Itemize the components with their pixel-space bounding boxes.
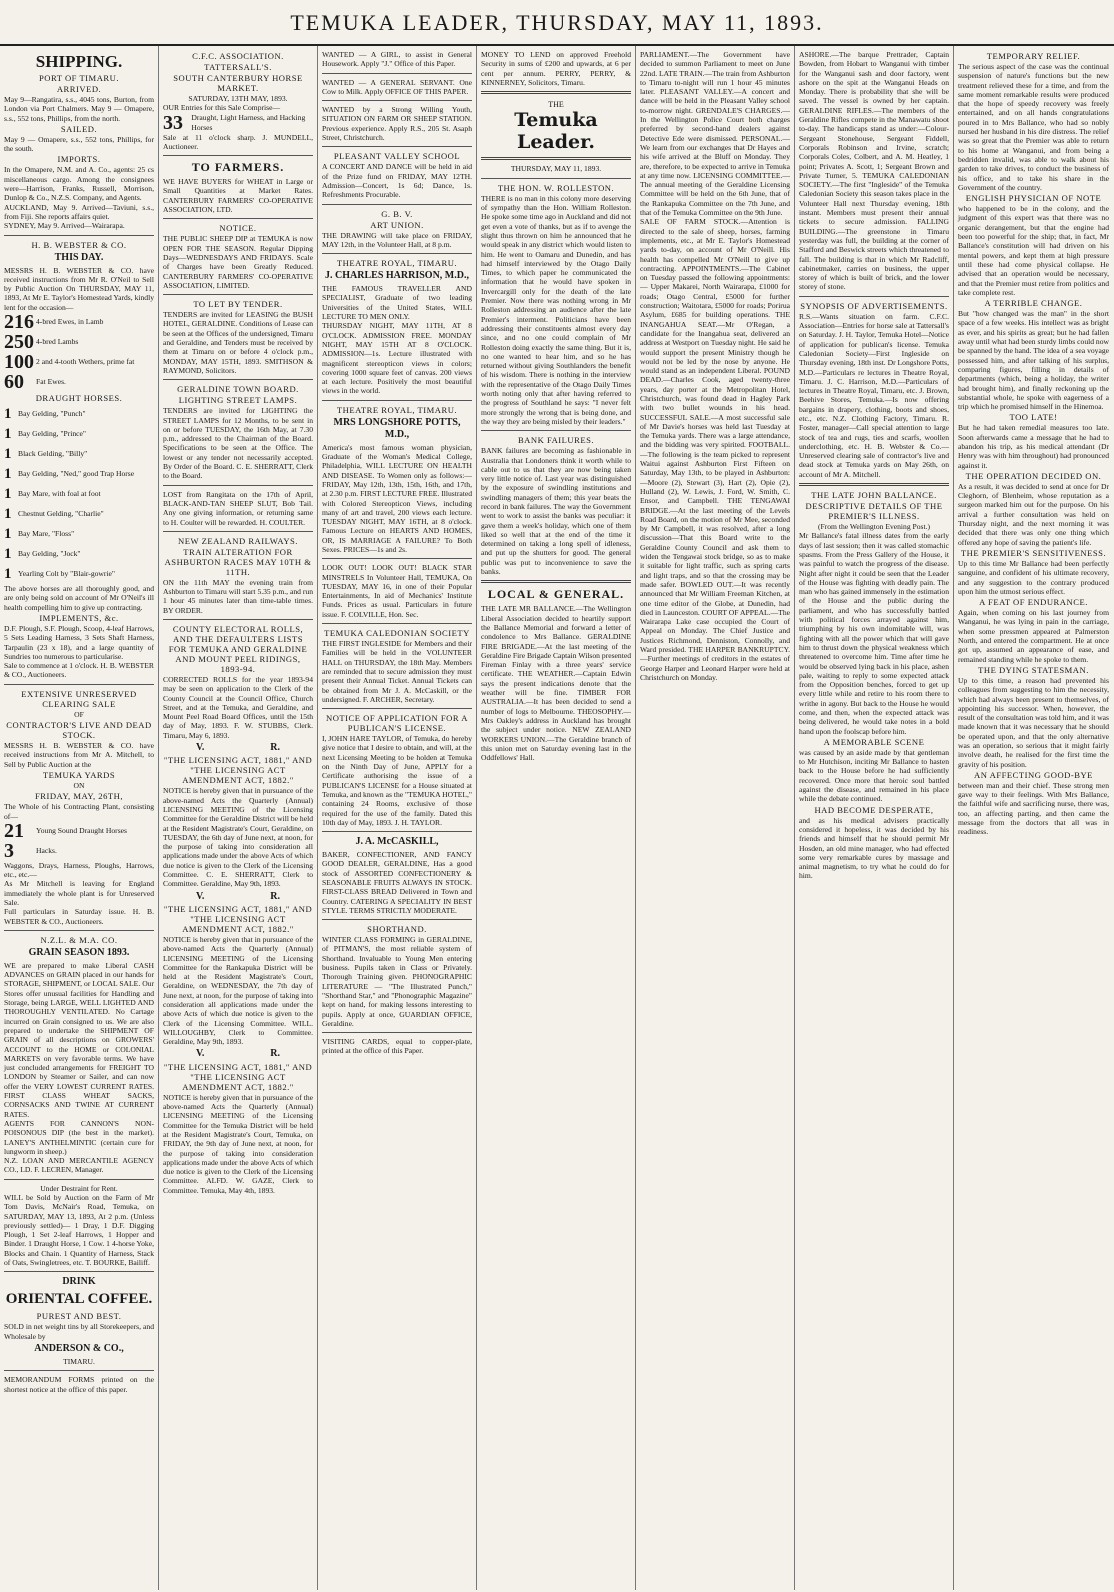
auckland-text: AUCKLAND, May 9. Arrived—Taviuni, s.s., from Fiji. She reports affairs quiet. [4,202,154,221]
nzloan-text: N.Z. LOAN AND MERCANTILE AGENCY CO., LD. F. LECREN, Manager. [4,1156,154,1175]
licensing-text-1: NOTICE is hereby given that in pursuance of the above-named Acts the Quarterly (Annual) LICENSING MEETING of the Licensing Committee for the Geraldine District will be held at the Resident Magistrate's Court, Geraldine, on TUESDAY, the 6th day of June next, at noon, for the purpose of taking into consideration all applications made under the above Acts of which due notice is given to the Clerk of the Licensing Committee. C. E. SHERRATT, Clerk to Committee. Geraldine, May 9th, 1893. [163,786,313,889]
entries-row: 33 Draught, Light Harness, and Hacking Horses [163,111,306,134]
sch-heading: SOUTH CANTERBURY HORSE MARKET. [173,73,303,93]
anderson-name: ANDERSON & CO., [34,1342,124,1354]
wanted-ad: WANTED by a Strong Willing Youth, SITUATION ON FARM OR SHEEP STATION. Previous experience. Apply R.S., 205 St. Asaph Street, Christchurch. [322,105,472,143]
too-late-heading: TOO LATE! [1009,412,1058,423]
let-text: TENDERS are invited for LEASING the BUSH HOTEL, GERALDINE. Conditions of Lease can be seen at the Offices of the undersigned, Timaru and Geraldine, and Tenders must be received by them at Timaru on or before 4 o'clock p.m., MONDAY, MAY 15TH, 1893. SMITHSON & RAYMOND, Solicitors. [163,310,313,375]
licensing-heading: "THE LICENSING ACT, 1881," AND "THE LICENSING ACT AMENDMENT ACT, 1882." [163,903,313,934]
gbv-heading: G. B. V. [381,208,413,219]
sale11-text: Sale at 11 o'clock sharp. J. MUNDELL, Auctioneer. [163,132,313,151]
bank-heading: BANK FAILURES. [517,435,595,446]
harrison-name: J. CHARLES HARRISON, M.D., [325,270,469,282]
waggons-text: Waggons, Drays, Harness, Ploughs, Harrows, etc., etc.— [4,860,154,880]
tattersall-heading: TATTERSALL'S. [204,62,272,72]
imports-text: In the Omapere, N.M. and A. Co., agents: 25 cs miscellaneous cargo. Among the consignees were—Harrison, Franks, Russell, Morrison, Dunlop & Co., N.Z.S. Company, and Agents. [4,165,154,203]
endurance-text: Again, when coming on his last journey from Wanganui, he was lying in pain in the carriage, when some pressmen appeared at Palmerston North, and entered the compartment. He at once got up, assumed an appearance of ease, and remained standing while he spoke to them. [958,608,1109,664]
masthead-title: TEMUKA LEADER, THURSDAY, MAY 11, 1893. [290,10,824,35]
memo-text: MEMORANDUM FORMS printed on the shortest notice at the office of this paper. [4,1375,154,1394]
affecting-text: between man and their chief. These strong men gave way to their feelings. With Mrs Ballance, the faithful wife and sacrificing nurse, there was, too, an affecting parting, and then came the message from the doctors that all was in readiness. [958,780,1109,837]
vr-royal-cypher: V. R. [195,1048,281,1060]
lot-number: 100 [4,351,34,374]
gtb-heading: GERALDINE TOWN BOARD. [177,384,299,395]
endurance-heading: A FEAT OF ENDURANCE. [979,597,1088,608]
licensing-heading: "THE LICENSING ACT, 1881," AND "THE LICENSING ACT AMENDMENT ACT, 1882." [163,1061,313,1092]
purest-label: PUREST AND BEST. [36,1311,122,1322]
port-heading: PORT OF TIMARU. [39,73,119,83]
desperate-text: and as his medical advisers practically considered it hopeless, it was decided by his friends and himself that he should permit Mr Hosden, an old mine manager, who had effected some very remarkable cures by massage and animal magnetism, to try what he could do for him. [799,815,949,881]
divider [163,379,313,380]
trt-heading: THEATRE ROYAL, TIMARU. [336,258,458,269]
money-text: MONEY TO LEND on approved Freehold Security in sums of £200 and upwards, at 6 per cent per annum. PERRY, PERRY, & KINNERNEY, Solicitors, Timaru. [481,50,631,87]
desperate-heading: HAD BECOME DESPERATE, [814,804,934,815]
divider [4,684,154,685]
horse-item: 1 Chestnut Gelding, "Charlie" [4,506,104,523]
horse-item: 1 Bay Gelding, "Prince" [4,426,86,443]
lookout-text: LOOK OUT! LOOK OUT! BLACK STAR MINSTRELS In Volunteer Hall, TEMUKA, On TUESDAY, MAY 16, in one of their Popular Entertainments, In aid of Mechanics' Institute Funds. Prices as usual. Particulars in future issue. F. COLVILLE, Hon. Sec. [322,563,472,619]
cfc-heading: C.F.C. ASSOCIATION. [192,51,284,61]
vr-royal-cypher: V. R. [195,890,281,902]
sh-text: WINTER CLASS FORMING in GERALDINE, of PITMAN'S, the most reliable system of Shorthand. Invaluable to Young Men entering business. Pupils taken in Class or Privately. Thorough Training given. PHONOGRAPHIC LITERATURE — "The Illustrated Punch," "Shorthand Star," and "Phonographic Magazine" kept on hand, for making lessons interesting to pupils. Apply at once, GUARDIAN OFFICE, Geraldine. [322,935,472,1028]
notice-text: THE PUBLIC SHEEP DIP at TEMUKA is now OPEN FOR THE SEASON. Regular Dipping Days—WEDNESDAYS AND FRIDAYS. Scale of Charges have been Greatly Reduced. CANTERBURY FARMERS' CO-OPERATIVE ASSOCIATION, LIMITED. [163,234,313,290]
lot-row: 21 Young Sound Draught Horses [4,819,127,842]
horse-item: 1 Yearling Colt by "Blair-gowrie" [4,566,116,583]
trt2-heading: THEATRE ROYAL, TIMARU. [336,404,458,415]
lot-text: 4-bred Lambs [36,337,79,347]
horse-item: 1 Bay Mare, with foal at foot [4,486,101,503]
potts-text: America's most famous woman physician, Graduate of the Woman's Medical College, Philadelphia, WILL LECTURE ON HEALTH AND DISEASE. To Women only as follows:— FRIDAY, May 12th, 13th, 15th, 16th, and 17th, at 2.30 p.m. FIRST LECTURE FREE. Illustrated with Colored Stereopticon Views, including many of art and travel, 200 views each lecture. TUESDAY NIGHT, MAY 16TH, at 8 o'clock. Famous Lecture on HEARTS AND HOMES, OR, IS MARRIAGE A FAILURE? To Both Sexes. PRICES—1s and 2s. [322,442,472,554]
divider [4,1271,154,1272]
this-day-text: MESSRS H. B. WEBSTER & CO. have received instructions from Mr R. O'Neil to Sell by Public Auction On THURSDAY, MAY 11, 1893, At Mr E. Taylor's Homestead Yards, kindly lent for the occasion— [4,265,154,312]
local-heading: LOCAL & GENERAL. [487,587,625,602]
divider [322,253,472,254]
pub-heading: NOTICE OF APPLICATION FOR A PUBLICAN'S LICENSE. [326,713,468,734]
divider [322,558,472,559]
divider [163,155,313,156]
grain-text: WE are prepared to make Liberal CASH ADVANCES on GRAIN placed in our hands for STORAGE, SHIPMENT, or LOCAL SALE. Our Stores offer unusual facilities for Handling and Storage, being LARGE, WELL LIGHTED AND THOROUGHLY VENTILATED. No Cartage incurred on Grain consigned to us. We are also prepared to undertake the SHIPMENT OF GRAIN of all descriptions on GROWERS' ACCOUNT to the HOME or COLONIAL MARKETS on very favorable terms. We have just concluded arrangements for FREIGHT TO LONDON by Steamer or Sailer, and can now offer the VERY LOWEST CURRENT RATES. FIRST CLASS WHEAT SACKS, CORNSACKS AND TWINE AT CURRENT RATES. [4,960,154,1119]
tcs-text: THE FIRST INGLESIDE for Members and their Families will be held in the VOLUNTEER HALL on THURSDAY, the 18th May. Members are reminded that to secure admission they must present their Annual Ticket. Annual Tickets can be obtained from Mr J. A. McCaskill, or the undersigned. F. ARCHER, Secretary. [322,639,472,704]
leader-date: THURSDAY, MAY 11, 1893. [510,164,602,174]
divider [322,146,472,147]
licensing-text-2: NOTICE is hereby given that in pursuance of the above-named Acts the Quarterly (Annual) LICENSING MEETING of the Licensing Committee for the Rankapuka District will be held at the Resident Magistrate's Court, Geraldine, on WEDNESDAY, the 7th day of June next, at noon, for the purpose of taking into consideration all applications made under the above Acts of which due notice is given to the Clerk of the Licensing Committee. WILL. WILLOUGHBY, Clerk to Committee. Geraldine, May 9th, 1893. [163,934,313,1047]
relief-text: The serious aspect of the case was the continual suspension of nature's functions but the new treatment relieved these for a time, and from the same moment remarkable results were produced that the hope of speedy recovery was freely entertained, and on all hands congratulations poured in to Mrs Ballance, who had so nobly nursed her husband in his dire distress. The relief was so great that the Premier was able to return to his home at Wanganui, and from being a bedridden invalid, was able to walk about his garden to take drives, to conduct the business of his office, and to take his share in the Government of the country. [958,62,1109,192]
imports-label: IMPORTS. [57,154,101,165]
terrible-text: But "how changed was the man" in the short space of a few weeks. His intellect was as bright as ever, and his spirits as great; but he had fallen away until what had been sturdy limbs could now be spanned by the hand. The idea of a sea voyage possessed him, and after talking of his surplus, comparing figures, filling in details of departments (which, being a holiday, the writer had brought him), and finally reckoning up the substantial whole, he spoke with eagerness of a trip which he promised himself in the Hinemoa. [958,309,1110,412]
nzl-heading: N.Z.L. & M.A. CO. [40,934,118,945]
psv-heading: PLEASANT VALLEY SCHOOL [333,151,461,162]
the-label: THE [548,100,564,110]
harrison-sub: THE FAMOUS TRAVELLER AND SPECIALIST, Graduate of two leading Universities of the United States, WILL LECTURE TO MEN ONLY. [322,284,472,322]
from-label: (From the Wellington Evening Post.) [817,522,931,532]
divider [322,708,472,709]
horse-item: 1 Black Gelding, "Billy" [4,446,88,463]
notice-heading: NOTICE. [219,223,257,234]
divider [163,294,313,295]
divider [322,919,472,920]
news-text: ASHORE.—The barque Prettrader, Captain Bowden, from Hobart to Wanganui with timber for the Wanganui sash and door factory, went ashore on the spit at the Wanganui Heads on Monday. There is probability that she will be saved. The vessel is owned by her captain. GERALDINE RIFLES.—The members of the Geraldine Rifles compete in the Manawatu shoot to-day. The handicaps stand as under:—Colour-Sergeant Stonehouse, Sergeant Fiddell, Corporals Robinson and Irvine, scratch; Corporals Coles, Colbert, and A. M. Heatley, 1 point; Privates A. Scott, 1; Sergeant Brown and Private Turner, 5. TEMUKA CALEDONIAN SOCIETY.—The first "Ingleside" of the Temuka Caledonian Society this season takes place in the Volunteer Hall next Thursday evening, 18th instant. Members must present their annual tickets to secure admission. FALLING BUILDING.—The greenstone in Timaru yesterday was full, the building at the corner of Stafford and Beswick streets which threatened to fall. The building is that in which Mr Radcliff, cabinetmaker, carries on business, the upper storey of which is built of brick, and the lower storey of stone. [799,50,949,292]
entries-text: OUR Entries for this Sale Comprise— [163,103,281,113]
horse-item: 1 Bay Gelding, "Punch" [4,406,86,423]
train-heading: TRAIN ALTERATION FOR ASHBURTON RACES MAY 10TH & 11TH. [164,546,312,577]
column-5 [636,46,795,1590]
lost-text: LOST from Rangitata on the 17th of April, BLACK-AND-TAN SHEEP SLUT, Bob Tail. Any one giving information, or returning same to H. Coulter will be rewarded. H. COULTER. [163,489,313,527]
divider [163,531,313,532]
ext-heading: EXTENSIVE UNRESERVED CLEARING SALE [21,688,137,709]
ext-text: MESSRS H. B. WEBSTER & CO. have received instructions from Mr A. Mitchell, to Sell by Public Auction at the [4,741,154,769]
wanted-ad: WANTED — A GIRL, to assist in General Housework. Apply "J." Office of this Paper. [322,50,472,69]
leader-title: Temuka Leader. [514,109,598,154]
potts-name: MRS LONGSHORE POTTS, M.D., [333,416,461,440]
too-late-text: But he had taken remedial measures too late. Soon afterwards came a message that he had to abandon his trip, as his medical attendant (Dr Henry was with him throughout) had pronounced against it. [958,423,1109,470]
horse-item: 1 Bay Gelding, "Ned," good Trap Horse [4,466,135,483]
psv-text: A CONCERT AND DANCE will be held in aid of the Prize fund on FRIDAY, MAY 12TH. Admission—Concert, 1s 6d; Dance, 1s. Refreshments Procurable. [322,162,472,200]
sydney-text: SYDNEY, May 9. Arrived—Wairarapa. [4,221,125,231]
news-text: SALE OF FARM STOCK.—Attention is directed to the sale of sheep, horses, farming implements, etc., at Mr E. Taylor's Homestead yards to-day, on account of Mr O'Neill. His health has compelled Mr O'Neill to give up contracting. APPOINTMENTS.—The Cabinet on Tuesday passed the following appointments:— Upper Makarei, North Wairarapa, £1000 for roads; Otago Central, £5000 for further construction; Waitotara, £5000 for roads; Porirua Asylum, £685 for building operations. THE INANGAHUA SEAT.—Mr O'Regan, a candidate for the Inangahua seat, delivered an address at Westport on Tuesday night. He said he would support the present Ministry though he would not be led by the nose by anyone. He would stand as an independent Liberal. POUND DEAD.—Charles Cook, aged twenty-three years, day porter at the Metropolitan Hotel, Christchurch, was found dead in Hagley Park with two bullet wounds in his head. SUCCESSFUL SALE.—A most successful sale of Mr Davie's horses was held last Tuesday at the Temuka yards. There was a large attendance, and the bidding was very spirited. FOOTBALL.—The following is the team picked to represent Waitui against Ashburton First Fifteen on Saturday, May 13th, to be played in Ashburton:—Moore (2), Stewart (3), Hart (2), Opie (2), Hulland (2), W. Lewis, J. Ford, W. Smith, C. Ensor, and Campbell. THE TENGAWAI BRIDGE.—At the last meeting of the Levels Road Board, on the motion of Mr Mee, seconded by Mr Campbell, it was resolved, after a long discussion—That this Board write to the Geraldine County Council and ask them to widen the Tengawai stock bridge, so as to make it suitable for light traffic, such as spring carts and light traps, and so that the crossing may be made safer. BOWLED OUT.—It was recently announced that Mr William Freeman Kitchen, at one time editor of the Globe, at Dunedin, had died in Launceston. COURT OF APPEAL.—The Wairarapa Lake case occupied the Court of Appeal on Monday. The Chief Justice and Justices Richmond, Denniston, Connolly, and Ward presided. THE HARPER BANKRUPTCY.—Further meetings of creditors in the estates of George Harper and Leonard Harper were held at Christchurch on Monday. [640,217,790,682]
divider [322,831,472,832]
divider [799,296,949,297]
column-2 [159,46,318,1590]
grain-heading: GRAIN SEASON 1893. [28,946,130,958]
art-text: THE DRAWING will take place on FRIDAY, MAY 12th, in the Volunteer Hall, at 8 p.m. [322,230,472,249]
decided-heading: THE OPERATION DECIDED ON. [965,470,1102,481]
lot-row [4,372,154,392]
sailed-label: SAILED. [60,123,98,134]
horses-note: The above horses are all thoroughly good, and are only being sold on account of Mr O'Neil's ill health compelling him to give up contracting. [4,584,154,612]
implements-heading: IMPLEMENTS, &c. [39,612,119,623]
lot-text: 2 and 4-tooth Wethers, prime fat [36,357,135,367]
divider [4,1179,154,1180]
sailed-text: May 9 — Omapere, s.s., 552 tons, Phillips, for the south. [4,134,154,154]
arrived-label: ARRIVED. [56,84,102,94]
ballance-heading: THE LATE JOHN BALLANCE. [811,490,937,501]
harrison-text: THURSDAY NIGHT, MAY 11TH, AT 8 O'CLOCK. ADMISSION FREE. MONDAY NIGHT, MAY 15TH AT 8 O'CLOCK. ADMISSION—1s. Lecture illustrated with magnificent stereopticon views in colors; covering 1000 square feet of canvas. 200 views at each lecture. Positively the most beautiful views in the world. [322,321,472,396]
licensing-text-3: NOTICE is hereby given that in pursuance of the above-named Acts the Quarterly (Annual) LICENSING MEETING of the Licensing Committee for the Temuka District will be held at the Resident Magistrate's Court, Temuka, on FRIDAY, the 9th day of June next, at noon, for the purpose of taking into consideration applications made under the above Acts of which due notice is given to the Clerk of the Licensing Committee. ALFD. W. GAZE, Clerk to Committee. Temuka, May 4th, 1893. [163,1092,313,1195]
divider [799,483,949,486]
shipping-heading: SHIPPING. [35,52,123,71]
memorable-text: was caused by an aside made by that gentleman to Mr Hutchison, inciting Mr Ballance to hasten back to the House before he had sufficiently recovered. Once more that heroic soul battled against the disease, and remained in his place while the debate continued. [799,747,949,804]
hon-text: THERE is no man in this colony more deserving of sympathy than the Hon. William Rolleston. He spoke some time ago in Auckland and did not get even a vote of thanks, but as if to avenge the slight thus thrown on him he announced that he would speak in any district which would listen to him. He went to Oamaru and Dunedin, and has had himself interviewed by the Otago Daily Times, to which paper he communicated the information that he would have spoken in Invercargill only for the death of the late Premier. Now there was nothing wrong in Mr Rolleston addressing an audience after the late Premier's interment. Politicians have been addressing their constituents almost every day since, and no one could complain of Mr Rolleston doing exactly the same thing. But it is, no one wanted to hear him, and so he has returned without giving Southlanders the benefit of his wisdom. There is nothing in the interview with the representative of the Otago Daily Times worth noting only that after having referred to the progress of Southland he says: "I never felt more strongly the wrong that is being done, and the way they are being misled by their leaders." [481,193,631,426]
divider [322,623,472,624]
dying-text: Up to this time, a reason had prevented his colleagues from suggesting to him the necessity, which had always been present to themselves, of appointing his successor. When, however, the result of the consultation was told him, and it was made known that it was necessary that he should be operated upon, and that the only alternative was an operation, so serious that it might fairly involve death, he realised for the first time the gravity of his position. [958,675,1110,769]
divider [481,178,631,179]
relief-heading: TEMPORARY RELIEF. [986,51,1081,61]
divider [4,235,154,236]
divider [322,1032,472,1033]
lot-row [4,312,154,332]
ce-heading: COUNTY ELECTORAL ROLLS, AND THE DEFAULTERS LISTS FOR TEMUKA AND GERALDINE AND MOUNT PEEL RIDINGS, 1893-94. [168,623,308,674]
mcc-text: BAKER, CONFECTIONER, AND FANCY GOOD DEALER, GERALDINE, Has a good stock of ASSORTED CONFECTIONERY & SEASONABLE FRUITS ALWAYS IN STOCK. FIRST-CLASS BREAD Delivered in Town and Country. CATERING A SPECIALITY IN BEST STYLE. TERMS STRICTLY MODERATE. [322,850,472,915]
vr-royal-cypher: V. R. [195,742,281,754]
ballance-text: Mr Ballance's fatal illness dates from the early days of last session; then it was called stomachic spasms. From the Press Gallery of the House, it was painful to watch the progress of the disease. Night after night it could be seen that the Leader of the House was fighting with deadly pain. The man who has gained immensely in the estimation of the House and the public during the parliament, and who has successfully battled with political forces arrayed against him, triumphing by his own indomitable will, was fighting with all the power which that will gave him to thrust down the physical weakness which threatened to overcome him. Time after time he would be observed lying back in his place, ashen pale, waiting to reply to some expected attack from the Opposition benches, forced to get up every little while and retire to his room there to writhe in agony. But back to the House he would come, and then, when the expected attack was being delivered, he would take notes in a bold hand upon the foolscap before him. [799,531,949,736]
licensing-heading: "THE LICENSING ACT, 1881," AND "THE LICENSING ACT AMENDMENT ACT, 1882." [163,755,313,786]
lamps-heading: LIGHTING STREET LAMPS. [178,395,298,406]
ext-of: OF [74,709,84,719]
divider [163,619,313,620]
sat-date: SATURDAY, 13TH MAY, 1893. [188,94,288,103]
synopsis-heading: SYNOPSIS OF ADVERTISEMENTS. [800,300,948,311]
lot-text: 4-bred Ewes, in Lamb [36,317,104,327]
lot-row [4,352,154,372]
ext-sub: CONTRACTOR'S LIVE AND DEAD STOCK. [6,720,152,741]
decided-text: As a result, it was decided to send at once for Dr Cleghorn, of Blenheim, whose reputation as a surgeon marked him out for the purpose. On his arrival a further consultation was held on Thursday night, and the next morning it was decided that there was only one thing which offered any hope of saving the patient's life. [958,481,1109,547]
column-4 [477,46,636,1590]
lot-number: 216 [4,311,34,334]
sale-date: FRIDAY, MAY, 26TH, [34,791,124,802]
on-label: ON [73,780,85,790]
local-text: THE LATE MR BALLANCE.—The Wellington Liberal Association decided to heartily support the Ballance Memorial and forward a letter of condolence to Mrs Ballance. GERALDINE FIRE BRIGADE.—At the last meeting of the Geraldine Fire Brigade Captain Wilson presented Fireman Finlay with a three years' service certificate. THE WEATHER.—Captain Edwin says the present indications denote that the weather will be fine. TIMBER FOR AUSTRALIA.—It has been decided to send a number of logs to Melbourne. THEOSOPHY.—Mrs Oakley's address in Auckland has brought the subject under notice. NEW ZEALAND WORKERS UNION.—The Geraldine branch of this union met on Saturday evening last in the Oddfellows' Hall. [481,604,631,763]
hon-heading: THE HON. W. ROLLESTON. [497,182,615,193]
mitchell-text: As Mr Mitchell is leaving for England immediately the whole plant is for Unreserved Sale. [4,879,154,907]
memorable-heading: A MEMORABLE SCENE [823,736,925,747]
affecting-heading: AN AFFECTING GOOD-BYE [974,769,1093,780]
divider [481,580,631,583]
yards: TEMUKA YARDS [42,769,116,780]
lot-number: 250 [4,331,34,354]
tcs-heading: TEMUKA CALEDONIAN SOCIETY [324,628,470,639]
oriental-heading: ORIENTAL COFFEE. [5,1291,153,1308]
lot-text: Fat Ewes. [36,377,66,387]
desc-heading: DESCRIPTIVE DETAILS OF THE PREMIER'S ILLNESS. [805,501,943,522]
lot-row [4,332,154,352]
terrible-heading: A TERRIBLE CHANGE. [984,298,1083,309]
english-text: who happened to be in the colony, and the judgment of this expert was that there was no organic derangement, but that the engine had been too powerful for the ship; that, in fact, Mr Ballance's constitution will had driven on his mental powers, and kept them at high pressure until these had come physical collapse. He advised that an operation would be necessary, and that the Premier must retire from politics and take complete rest. [958,204,1109,297]
bank-text: BANK failures are becoming as fashionable in Australia that Londoners think it worth while to cable out to us that they are now being taken very little notice of. Last year was distinguished by the exposure of swindling institutions and swindling managers of them; this year beats the record in bank failures. The way the Government went to work to assist the banks was peculiar: it gave them a week's holiday, which one of them liked so well that at the end of the time it determined on taking a long spell of idleness, and put up the shutters for good. The general public was put to inconvenience to save the banks. [481,446,631,577]
distraint-heading: Under Destraint for Rent. [40,1183,118,1193]
arrived-text: May 9—Rangatira, s.s., 4045 tons, Burton, from London via Port Chalmers. May 9 — Omapere, s.s., 552 tons, Phillips, from the north. [4,95,154,123]
english-heading: ENGLISH PHYSICIAN OF NOTE [965,193,1102,204]
synopsis-text: R.S.—Wants situation on farm. C.F.C. Association—Entries for horse sale at Tattersall's on Saturday. J. H. Taylor, Temuka Hotel—Notice of application for publican's license. Temuka Caledonian Society—First Ingleside on Thursday evening, 18th inst. Dr Longshore Potts, M.D.—Particulars re lectures in Theatre Royal, Timaru. J. C. Harrison, M.D.—Particulars of lectures in Theatre Royal, Timaru, etc. J. Brown, Beehive Stores, Temuka.—Is now offering bargains in drapery, clothing, boots and shoes, etc., etc. N.Z. Clothing Factory, Timaru. R. Foster, manager—Call special attention to large stock of tea and rugs, ties and scarfs, woollen underclothing, etc. H. B. Webster & Co.—Unreserved clearing sale of contractor's live and dead stock at Temuka yards on May 26th, on account of Mr A. Mitchell. [799,311,949,479]
divider [4,930,154,931]
draught-heading: DRAUGHT HORSES. [35,393,123,404]
wanted-ad: WANTED — A GENERAL SERVANT. One Cow to Milk. Apply OFFICE OF THIS PAPER. [322,77,472,96]
distraint-text: WILL be Sold by Auction on the Farm of Mr Tom Davis, McNair's Road, Temuka, on SATURDAY, MAY 13, 1893, At 2 p.m. (Unless previously settled)— 1 Dray, 1 D.F. Digging Plough, 1 Set 2-leaf Harrows, 1 Hopper and Binder. 1 Draught Horse, 1 Cow. 1 4-horse Yoke, Blocks and Chain. 1 Quantity of Harness, Stack of Oats, Swingletrees, etc. T. BOURKE, Bailiff. [4,1193,154,1268]
coffee-text: SOLD in net weight tins by all Storekeepers, and Wholesale by [4,1322,154,1341]
art-heading: ART UNION. [370,219,424,230]
column-6 [795,46,954,1590]
mcc-name: J. A. McCASKILL, [355,836,439,848]
divider [481,157,631,160]
drink-heading: DRINK [62,1276,96,1288]
firm-name: H. B. WEBSTER & CO. [31,239,127,250]
divider [4,1370,154,1371]
anderson-town: TIMARU. [63,1356,95,1366]
divider [322,73,472,74]
divider [163,485,313,486]
column-1 [0,46,159,1590]
nzr-heading: NEW ZEALAND RAILWAYS. [178,535,298,546]
agents-text: AGENTS FOR CANNON'S NON-POISONOUS DIP (the best in the market). LANEY'S ANTHELMINTIC (certain cure for lungworm in sheep.) [4,1118,154,1156]
masthead [0,0,1114,46]
sensitive-text: Up to this time Mr Ballance had been perfectly sanguine, and confident of his ultimate recovery, and any suggestion to the contrary produced upon him the utmost serious effect. [958,558,1109,596]
let-heading: TO LET BY TENDER. [193,299,283,310]
divider [163,218,313,219]
lot-row: 3 Hacks. [4,839,57,862]
news-text: PARLIAMENT.—The Government have decided to summon Parliament to meet on June 22nd. LATE TRAIN.—The train from Ashburton to Timaru to-night will run 1 hour 45 minutes later. PLEASANT VALLEY.—A concert and dance will be held in the Pleasant Valley school to-morrow night. GRENDALE'S CHARGES.—In the Wellington Police Court both charges preferred by second-hand dealers against Detective Ede were dismissed. PERSONAL.—We learn from our exchanges that Dr Hayes and his wife arrived at the Bluff on Monday. They are, therefore, to be expected to arrive in Temuka at any time now. LICENSING COMMITTEE.—The annual meeting of the Geraldine Licensing Committee will be held on the 6th June, that of the Rankapuka Committee on the 7th June, and that of the Temuka Committee on the 9th June. [640,50,790,218]
horse-item: 1 Bay Gelding, "Jock" [4,546,81,563]
horse-list [4,404,154,584]
divider [481,91,631,94]
full-text: Full particulars in Saturday issue. H. B. WEBSTER & CO., Auctioneers. [4,907,154,926]
ce-text: CORRECTED ROLLS for the year 1893-94 may be seen on application to the Clerk of the County Council at the Council Office, Church Street, and at the Temuka, and Geraldine, and Mount Peel Road Board Offices, until the 15th day of May, 1893. F. W. STUBBS, Clerk. Timaru, May 6, 1893. [163,674,313,740]
columns [0,46,1114,1590]
pub-text: I, JOHN HARE TAYLOR, of Temuka, do hereby give notice that I desire to obtain, and will, at the next Licensing Meeting to be holden at Temuka on the Ninth Day of June, APPLY for a Certificate authorising the issue of a PUBLICAN'S LICENSE for a House situated at Temuka, and known as the "TEMUKA HOTEL," containing 24 Rooms, exclusive of those required for the use of the family. Dated this 10th day of May, 1893. J. H. TAYLOR. [322,734,472,827]
dying-heading: THE DYING STATESMAN. [978,664,1089,675]
farmers-text: WE HAVE BUYERS for WHEAT in Large or Small Quantities at Market Rates. CANTERBURY FARMERS' CO-OPERATIVE ASSOCIATION, LTD. [163,177,313,215]
train-text: ON the 11th MAY the evening train from Ashburton to Timaru will start 5.35 p.m., and run 1 hour 45 minutes later than time-table times. BY ORDER. [163,577,313,615]
divider [322,100,472,101]
horse-item: 1 Bay Mare, "Floss" [4,526,75,543]
sensitive-heading: THE PREMIER'S SENSITIVENESS. [960,547,1107,558]
column-7 [954,46,1113,1590]
sh-heading: SHORTHAND. [367,924,427,935]
divider [481,430,631,431]
lot-number: 60 [4,371,24,394]
divider [322,400,472,401]
leader-nameplate [481,100,631,153]
visiting-text: VISITING CARDS, equal to copper-plate, printed at the office of this Paper. [322,1037,472,1056]
sale-time: Sale to commence at 1 o'clock. H. B. WEBSTER & CO., Auctioneers. [4,661,154,680]
whole-text: The Whole of his Contracting Plant, consisting of— [4,802,154,821]
lamps-text: TENDERS are invited for LIGHTING the STREET LAMPS for 12 Months, to be sent in on or before TUESDAY, the 16th May, at 7.30 p.m., addressed to the Chairman of the Board. Specifications to be seen at the Office. The lowest or any tender not necessarily accepted. By Order of the Board. C. E. SHERRATT, Clerk to the Board. [163,406,313,481]
this-day-heading: THIS DAY. [54,251,104,263]
divider [322,204,472,205]
implements-text: D.F. Plough, S.F. Plough, Scoop, 4-leaf Harrows, 5 Sets Leading Harness, 3 Sets Shaft Harness, Tarpaulin (23 x 18), and a large quantity of Sundries too numerous to particularise. [4,623,154,661]
farmers-heading: TO FARMERS. [191,160,285,175]
column-3 [318,46,477,1590]
